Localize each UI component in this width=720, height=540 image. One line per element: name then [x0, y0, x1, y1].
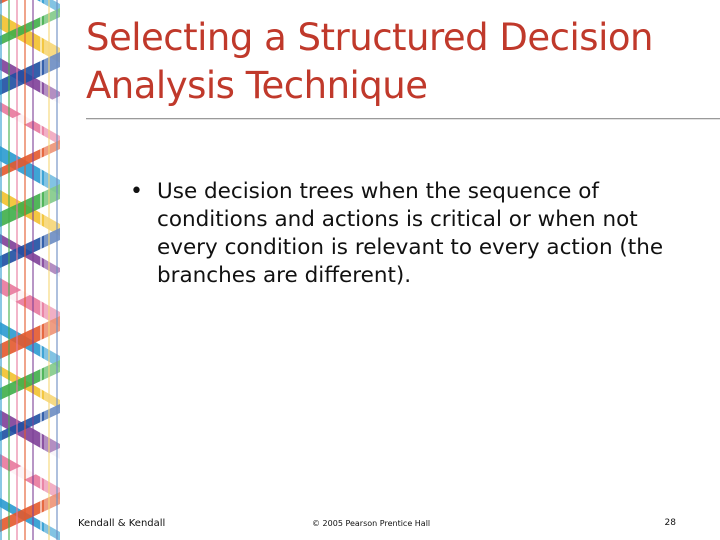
- decorative-woven-strip: [0, 0, 60, 540]
- slide-title: Selecting a Structured Decision Analysis Technique: [86, 16, 653, 107]
- bullet-text: Use decision trees when the sequence of conditions and actions is critical or when not every condition is relevant to every action (the branches are different).: [157, 179, 664, 288]
- page-number: 28: [664, 518, 676, 528]
- bullet-item: [130, 178, 690, 290]
- bullet-icon: •: [130, 179, 143, 204]
- title-divider-shadow: [86, 119, 720, 120]
- woven-pattern-image: [0, 0, 60, 540]
- footer-copyright: © 2005 Pearson Prentice Hall: [312, 519, 431, 528]
- bullet-list: [130, 178, 690, 290]
- footer-author: Kendall & Kendall: [78, 518, 166, 529]
